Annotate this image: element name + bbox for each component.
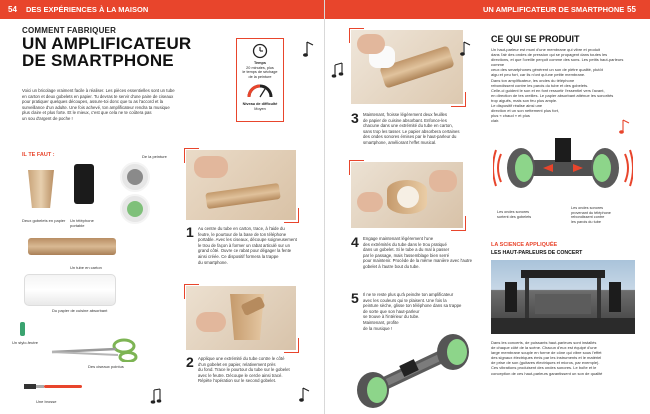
label-source-line: rebondissent contre — [571, 215, 605, 220]
photo-frame-corner — [349, 28, 364, 43]
cups-image — [24, 170, 58, 210]
science-line: plus « chaud » et plus — [491, 113, 530, 119]
science-line: aigu et peu fort, car ils n'ont qu'une petite membrane. — [491, 72, 586, 78]
step3-number: 3 — [351, 110, 359, 126]
science-line: Dans ton amplificateur, les ondes du téléphone — [491, 77, 575, 83]
step4-line: pour maintenir. Procède de la même manière avec l'autre — [363, 258, 473, 264]
music-note-icon — [298, 386, 312, 404]
science-line: dans l'air des ondes de pression qui se propagent dans toutes les — [491, 52, 608, 58]
intro-line: pour pratiquer quelques découpes, assure-toi donc que tu as l'accord et la — [22, 99, 164, 105]
time-note: le temps de séchage — [242, 70, 278, 75]
right-header-title: UN AMPLIFICATEUR DE SMARTPHONE — [483, 5, 625, 14]
step5-text — [363, 292, 475, 331]
intro-line: en carton et deux gobelets en papier. Tu devras te servir d'une paire de ciseaux — [22, 93, 174, 99]
step4-line: Engage maintenant légèrement l'une — [363, 236, 434, 241]
left-page-number: 54 — [8, 5, 17, 14]
music-note-icon — [150, 388, 164, 406]
right-page — [325, 0, 650, 414]
intro-line: un sou d'argent de poche ! — [22, 115, 73, 121]
time-note: de la peinture — [248, 74, 272, 79]
step3-line: sans trop les tasser. Le papier absorbera certaines — [363, 128, 460, 134]
step1-line: grand côté. Ouvre ce rabat pour dégager la fente — [198, 248, 292, 254]
materials-heading: IL TE FAUT : — [22, 152, 55, 158]
concert-stage-photo — [491, 260, 635, 334]
science-line: clair. — [491, 118, 500, 124]
music-note-icon — [302, 40, 316, 60]
step3-line: chacune dans une extrémité du tube en carton, — [363, 123, 453, 129]
label-cups: Deux gobelets en papier — [22, 218, 66, 223]
title-line-2: DE SMARTPHONE — [22, 51, 174, 70]
photo-frame-corner — [284, 208, 299, 223]
right-page-number: 55 — [627, 5, 636, 14]
step3-line: smartphone, améliorant l'effet musical. — [363, 139, 437, 145]
label-scissors: Des ciseaux pointus — [88, 364, 124, 369]
step5-number: 5 — [351, 290, 359, 306]
step1-text — [198, 226, 308, 265]
step3-line: Maintenant, froisse légèrement deux feuilles — [363, 112, 448, 117]
left-page-header — [0, 0, 325, 19]
kicker: COMMENT FABRIQUER — [22, 26, 117, 35]
applied-line: Ces vibrations produisent des ondes sonores. Le boîte et le — [491, 365, 597, 371]
right-page-header — [325, 0, 650, 19]
step5-line: Maintenant, profite — [363, 319, 399, 325]
label-phone — [70, 218, 110, 228]
info-box — [236, 38, 284, 122]
step4-line: par le passage, mais l'assemblage bien serré — [363, 252, 450, 258]
label-phone-line: portable — [70, 223, 85, 228]
step2-line: avec le feutre. Découpe le cercle ainsi tracé. — [198, 372, 283, 378]
step3-photo — [351, 30, 463, 104]
label-roll: Du papier de cuisine absorbant — [52, 308, 108, 313]
music-note-icon — [331, 62, 347, 80]
tube-image — [28, 238, 116, 255]
applied-line: large membrane souple en forme de cône qui vibre sous l'effet — [491, 350, 602, 356]
step2-line: d'un gobelet en papier, relativement près — [198, 361, 276, 367]
step5-line: Il ne te reste plus qu'à peindre ton amplificateur — [363, 292, 454, 297]
step4-text — [363, 236, 475, 270]
label-pen: Un stylo-feutre — [12, 340, 39, 345]
step5-line: se trouve à l'intérieur du tube. — [363, 314, 420, 320]
sound-wave-diagram — [493, 132, 633, 202]
music-note-icon — [618, 118, 632, 136]
step1-line: portable. Avec les ciseaux, découpe soigneusement — [198, 237, 297, 243]
phone-image — [74, 164, 94, 204]
left-header-title: DES EXPÉRIENCES À LA MAISON — [26, 5, 149, 14]
applied-subheading: LES HAUT-PARLEURS DE CONCERT — [491, 250, 583, 256]
page-title — [22, 35, 191, 69]
step4-line: gobelet à l'autre bout du tube. — [363, 263, 420, 269]
science-line: trop aiguës, mais son feu plus ample. — [491, 97, 558, 103]
applied-line: des signaux électriques émis par les instruments et le matériel — [491, 355, 602, 361]
science-line: rebondissent contre les parois du tube et des gobelets. — [491, 82, 589, 88]
pen-image — [20, 322, 25, 336]
step4-line: dans un gobelet. Si le tube a du mal à passer — [363, 247, 450, 253]
science-line: ceux des smartphones génèrent un son de piètre qualité, plutôt — [491, 67, 603, 73]
step1-line: le trou de façon à former un rabat articulé sur un — [198, 242, 290, 248]
applied-line: de prise de son (guitares électriques et micros, par exemple). — [491, 360, 600, 366]
science-line: directions, et que l'oreille perçoit comme des sons. Les petits haut-parleurs comme — [491, 57, 624, 68]
science-text — [491, 47, 633, 123]
photo-frame-corner — [184, 148, 199, 163]
applied-heading: LA SCIENCE APPLIQUÉE — [491, 242, 558, 248]
step2-line: du fond. Trace le pourtour du tube sur le gobelet — [198, 367, 290, 373]
difficulty-value: Moyen — [254, 107, 266, 111]
step5-line: peinture sèche, glisse ton téléphone dans sa trappe — [363, 303, 462, 309]
step5-line: de sorte que son haut-parleur — [363, 308, 420, 314]
step3-line: de papier de cuisine absorbant. Enfonce-les — [363, 117, 447, 123]
science-heading: CE QUI SE PRODUIT — [491, 34, 580, 44]
step1-line: Au centre du tube en carton, trace, à l'aide du — [198, 226, 285, 231]
label-reflected-line: sortent des gobelets — [497, 214, 532, 219]
paint-pot-grey — [120, 162, 150, 192]
step4-number: 4 — [351, 234, 359, 250]
step4-line: des extrémités du tube dans le trou pratiqué — [363, 241, 447, 247]
step1-line: feutre, le pourtour de la base de ton téléphone — [198, 231, 287, 237]
step2-number: 2 — [186, 354, 194, 370]
photo-frame-corner — [184, 284, 199, 299]
step2-line: Répète l'opération sur le second gobelet. — [198, 378, 276, 384]
science-line: direction et un son nettement plus fort, — [491, 108, 560, 114]
intro-line: Voici un bricolage vraiment facile à réaliser. Les pièces essentielles sont un tube — [22, 88, 175, 93]
applied-line: conception de ces haut-parleurs garantissent un son de qualité — [491, 370, 603, 376]
label-reflected-line: Les ondes sonores — [497, 210, 530, 214]
step2-photo — [186, 286, 296, 350]
step5-line: avec les couleurs qui te plaisent. Une fois la — [363, 297, 447, 303]
step1-line: ainsi créée. Ce dispositif formera la trappe — [198, 253, 279, 259]
time-value: 20 minutes, plus — [246, 65, 274, 70]
clock-icon — [252, 43, 268, 59]
step3-line: des ondes sonores émises par le haut-parleur du — [363, 134, 457, 140]
finished-amplifier-image — [355, 332, 479, 410]
paper-roll-image — [24, 274, 116, 306]
step1-photo — [186, 150, 296, 220]
step1-line: du smartphone. — [198, 259, 228, 265]
science-line: en direction de tes oreilles. Le papier absorbant atténue les sonorités — [491, 92, 614, 98]
label-tube: Un tube en carton — [70, 265, 102, 270]
photo-frame-corner — [349, 160, 364, 175]
photo-frame-corner — [451, 92, 466, 107]
step4-photo — [351, 162, 463, 228]
applied-line: Dans les concerts, de puissants haut-parleurs sont installés — [491, 340, 597, 345]
step1-number: 1 — [186, 224, 194, 240]
label-source-line: les parois du tube — [571, 219, 601, 224]
science-line: Un haut-parleur est muni d'une membrane qui vibre et produit — [491, 47, 601, 52]
intro-line: plus claire et plus forte. Et le mieux, c'est que cela ne te coûtera pas — [22, 110, 152, 116]
label-reflected-waves — [497, 210, 531, 219]
label-source-line: Les ondes sonores — [571, 206, 604, 210]
difficulty-gauge-icon — [247, 83, 273, 99]
step5-line: de la musique ! — [363, 325, 393, 331]
intro-line: surveillance d'un adulte. Une fois achevé, ton amplificateur rendra ta musique — [22, 104, 170, 110]
scissors-image — [48, 338, 144, 362]
applied-line: de chaque côté de la scène. Chacun d'eux est équipé d'une — [491, 345, 597, 351]
step2-text — [198, 356, 308, 384]
label-paint: De la peinture — [142, 154, 167, 159]
science-line: Celle-ci guident le son et en font ressortir l'essentiel vers l'avant, — [491, 87, 605, 93]
photo-frame-corner — [451, 216, 466, 231]
paint-pot-green — [120, 194, 150, 224]
applied-text — [491, 340, 637, 376]
label-source-line: provenant du téléphone — [571, 210, 611, 215]
step2-line: Applique une extrémité du tube contre le côté — [198, 356, 285, 361]
science-line: Le dispositif réalise ainsi une — [491, 103, 543, 109]
label-phone-line: Un téléphone — [70, 218, 94, 223]
label-brush: Une brosse — [36, 399, 57, 404]
label-source-waves — [571, 206, 611, 224]
time-label: Temps — [254, 61, 266, 65]
intro-text — [22, 88, 232, 122]
step3-text — [363, 112, 475, 146]
music-note-icon — [459, 40, 473, 58]
photo-frame-corner — [284, 338, 299, 353]
title-line-1: UN AMPLIFICATEUR — [22, 34, 192, 53]
brush-image — [24, 384, 82, 389]
difficulty-label: Niveau de difficulté — [242, 102, 278, 106]
